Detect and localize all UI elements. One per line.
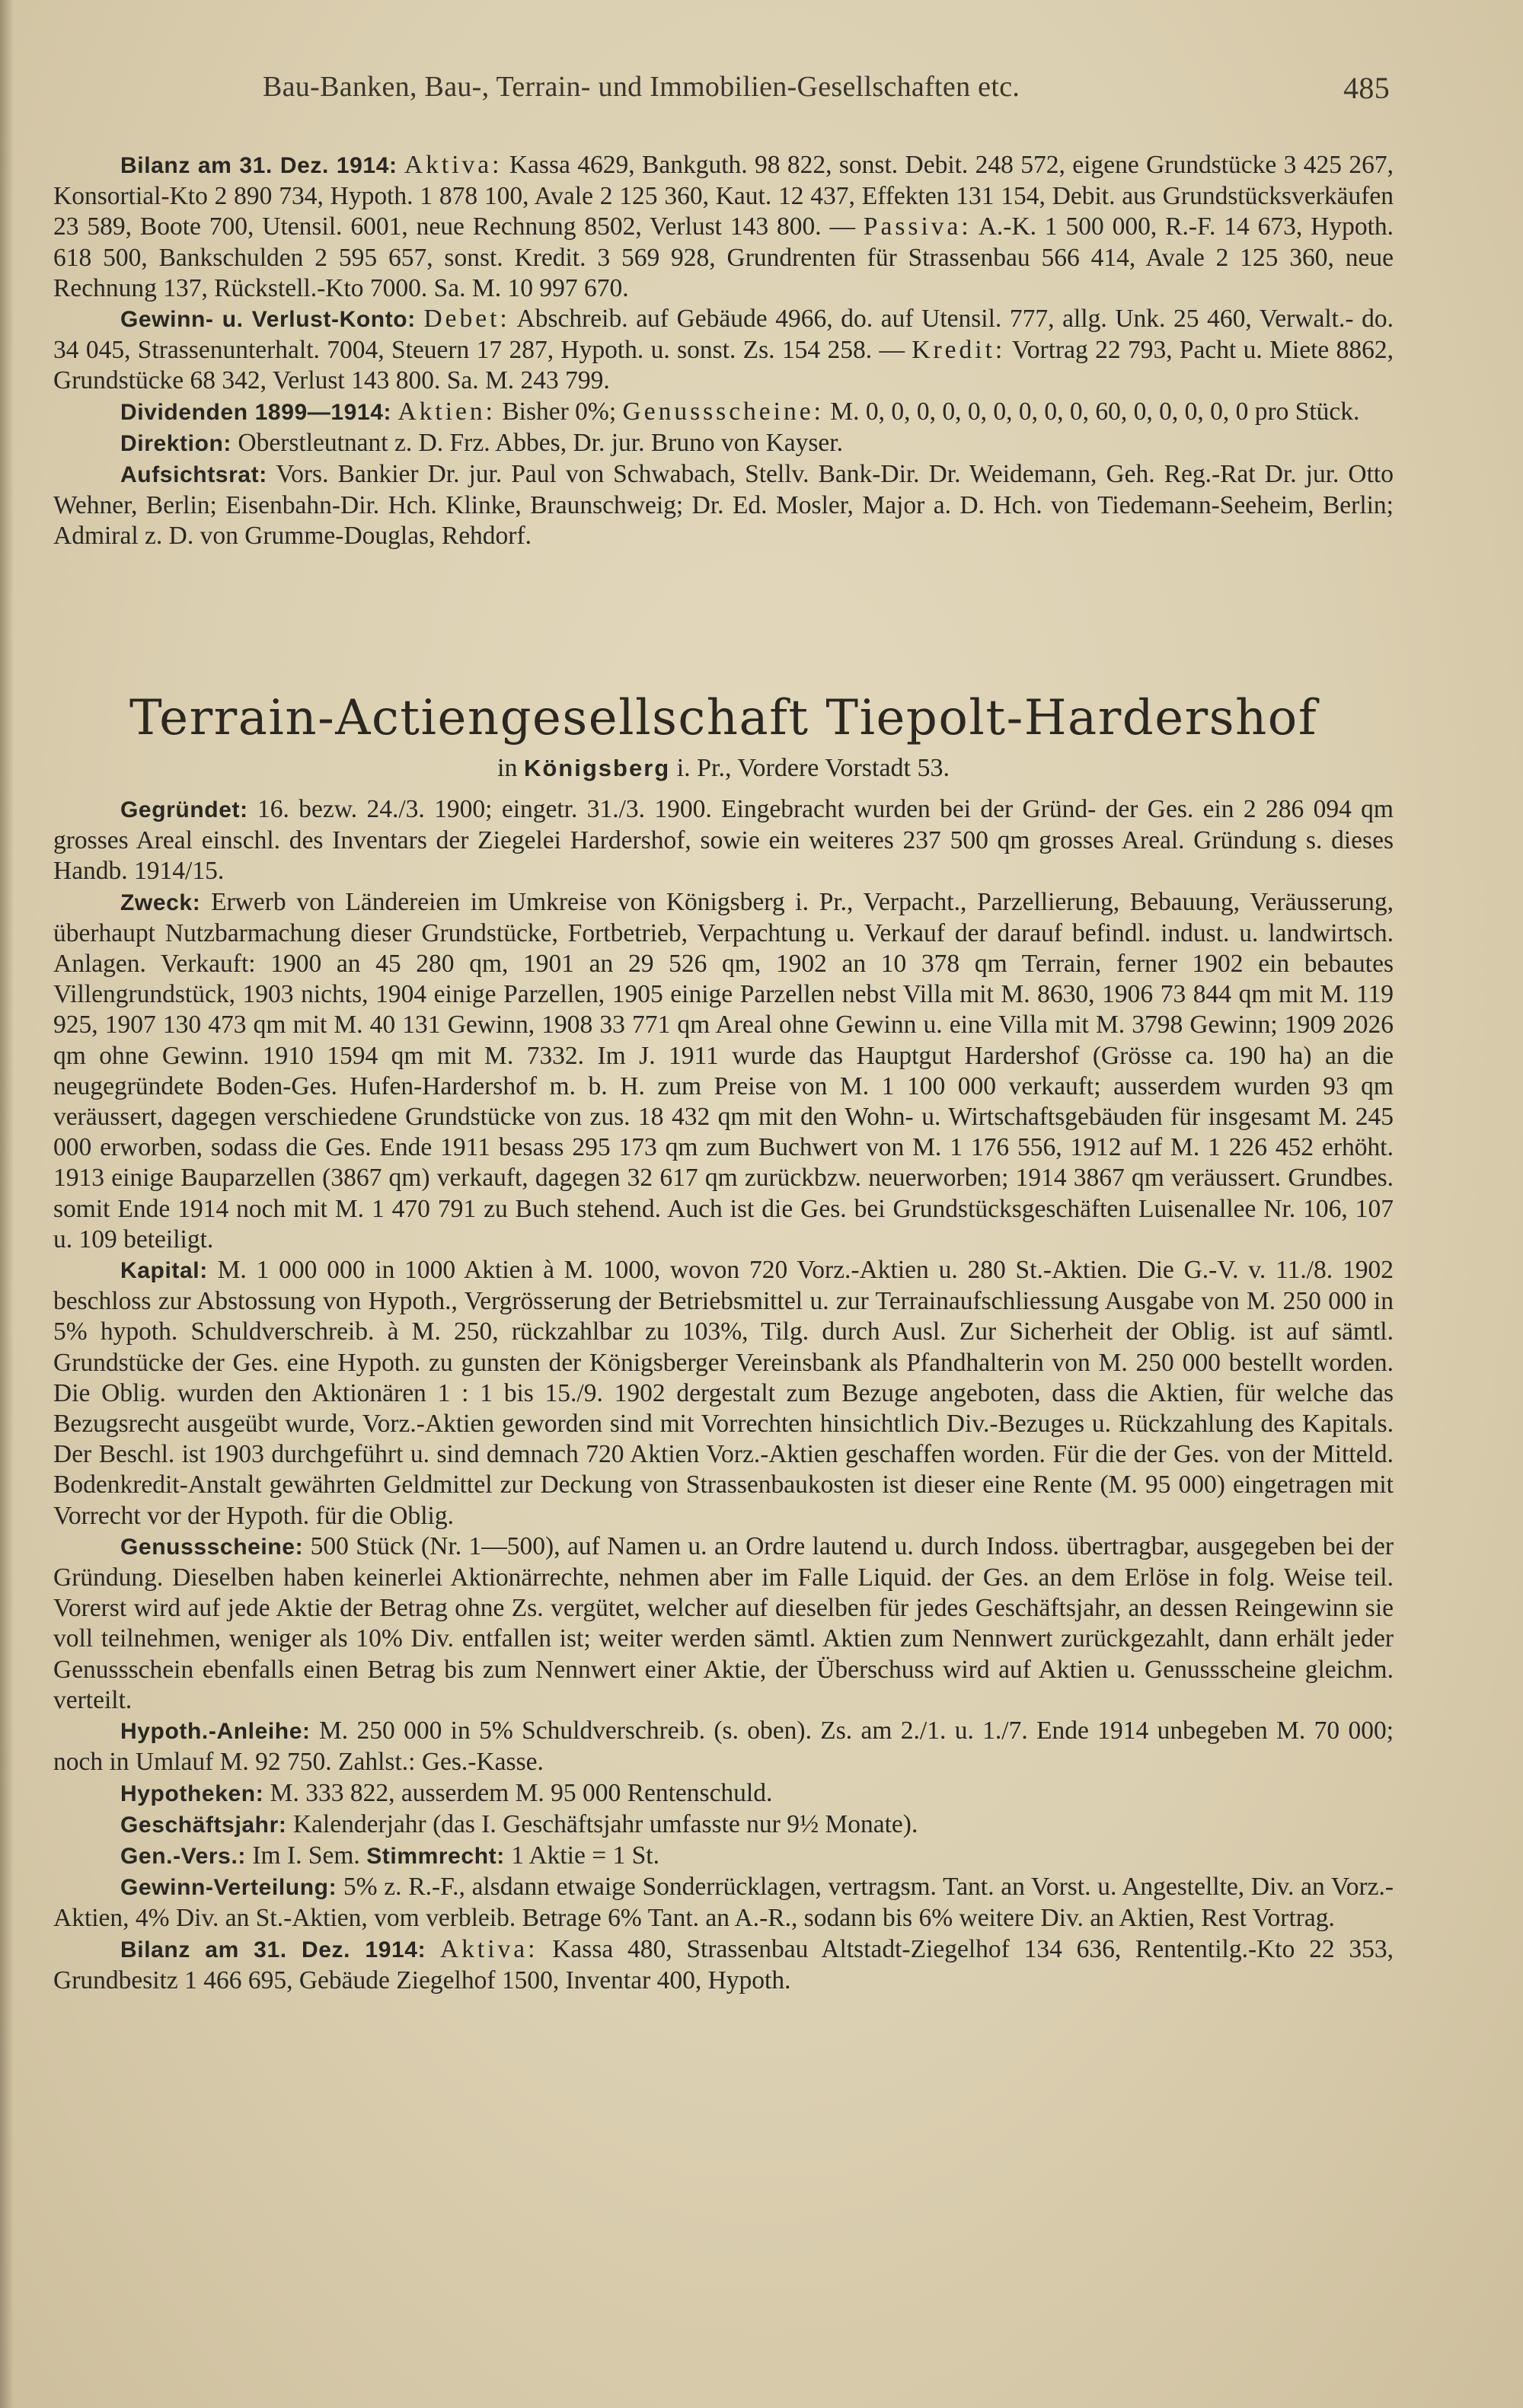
text-direktion: Oberstleutnant z. D. Frz. Abbes, Dr. jur. Bruno von Kayser. [238,428,843,457]
label-passiva: Passiva: [863,212,972,241]
text-gen-vers: Im I. Sem. [252,1841,360,1870]
label-hypoth-anleihe: Hypoth.-Anleihe: [120,1719,311,1745]
previous-company-continuation [53,150,1394,552]
label-gen-vers: Gen.-Vers.: [120,1843,246,1869]
text-genussscheine: 500 Stück (Nr. 1—500), auf Namen u. an Ordre lautend u. durch Indoss. übertragbar, ausgegeben bei der Gründung. Dieselben haben keinerlei Aktionärrechte, nehmen aber im Falle Liquid. der Ges. an dem Erlöse in folg. Weise teil. Vorerst wird auf jede Aktie der Betrag ohne Zs. vergütet, welcher auf dieselben für jedes Geschäftsjahr, an dessen Reingewinn sie voll teilnehmen, weniger als 10% Div. entfallen ist; weiter werden sämtl. Aktien zum Nennwert zurückgezahlt, dann erhält jeder Genussschein ebenfalls einen Betrag bis zum Nennwert einer Aktie, der Überschuss wird auf Aktien u. Genussscheine gleichm. verteilt. [53,1531,1394,1714]
label-genussscheine: Genussscheine: [120,1534,304,1560]
location-prefix: in [497,754,518,782]
label-bilanz-company: Bilanz am 31. Dez. 1914: [120,1937,426,1962]
label-genussscheine-div: Genussscheine: [622,397,824,426]
paragraph-zweck [53,887,1394,1255]
paragraph-bilanz-previous [53,150,1394,304]
text-geschaeftsjahr: Kalenderjahr (das I. Geschäftsjahr umfasste nur 9½ Monate). [292,1809,918,1838]
company-title: Terrain-Actiengesellschaft Tiepolt-Hardershof [129,690,1318,746]
label-aktien: Aktien: [398,397,496,426]
paragraph-gewinn-verlust [53,304,1394,397]
location-city: Königsberg [523,755,671,781]
paragraph-hypoth-anleihe [53,1716,1394,1777]
text-aktiva-company: Kassa 480, Strassenbau Altstadt-Ziegelhof 134 636, Rententilg.-Kto 22 353, Grundbesitz 1 466 695, Gebäude Ziegelhof 1500, Inventar 400, Hypoth. [53,1934,1394,1994]
label-gegruendet: Gegründet: [120,797,248,822]
text-gegruendet: 16. bezw. 24./3. 1900; eingetr. 31./3. 1900. Eingebracht wurden bei der Gründ- der Ges. ein 2 286 094 qm grosses Areal einschl. des Inventars der Ziegelei Hardershof, sowie ein weiteres 237 500 qm grosses Areal. Gründung s. dieses Handb. 1914/15. [53,795,1394,886]
label-bilanz: Bilanz am 31. Dez. 1914: [120,153,398,178]
label-stimmrecht: Stimmrecht: [366,1843,505,1869]
paragraph-hypotheken [53,1778,1394,1809]
text-zweck: Erwerb von Ländereien im Umkreise von Königsberg i. Pr., Verpacht., Parzellierung, Bebauung, Veräusserung, überhaupt Nutzbarmachung dieser Grundstücke, Fortbetrieb, Verpachtung u. Verkauf der darauf befindl. indust. u. landwirtsch. Anlagen. Verkauft: 1900 an 45 280 qm, 1901 an 29 526 qm, 1902 an 10 378 qm Terrain, ferner 1902 ein bebautes Villengrundstück, 1903 nichts, 1904 einige Parzellen, 1905 einige Parzellen nebst Villa mit M. 8630, 1906 73 844 qm mit M. 119 925, 1907 130 473 qm mit M. 40 131 Gewinn, 1908 33 771 qm Areal ohne Gewinn u. eine Villa mit M. 3798 Gewinn; 1909 2026 qm ohne Gewinn. 1910 1594 qm mit M. 7332. Im J. 1911 wurde das Hauptgut Hardershof (Grösse ca. 190 ha) an die neugegründete Boden-Ges. Hufen-Hardershof m. b. H. zum Preise von M. 1 100 000 verkauft; ausserdem wurden 93 qm veräussert, dagegen verschiedene Grundstücke von zus. 18 432 qm mit den Wohn- u. Wirtschaftsgebäuden für insgesamt M. 245 000 erworben, sodass die Ges. Ende 1911 besass 295 173 qm zum Buchwert von M. 1 176 556, 1912 auf M. 1 226 452 erhöht. 1913 einige Bauparzellen (3867 qm) verkauft, dagegen 32 617 qm zurückbzw. neuerworben; 1914 3867 qm veräussert. Grundbes. somit Ende 1914 noch mit M. 1 470 791 zu Buch stehend. Auch ist die Ges. bei Grundstücksgeschäften Luisenallee Nr. 106, 107 u. 109 beteiligt. [53,887,1394,1254]
label-dividenden: Dividenden 1899—1914: [120,399,392,425]
label-kredit: Kredit: [912,336,1006,365]
paragraph-kapital [53,1255,1394,1531]
text-hypoth-anleihe: M. 250 000 in 5% Schuldverschreib. (s. oben). Zs. am 2./1. u. 1./7. Ende 1914 unbegeben M. 70 000; noch in Umlauf M. 92 750. Zahlst.: Ges.-Kasse. [53,1717,1394,1777]
text-debet: Abschreib. auf Gebäude 4966, do. auf Utensil. 777, allg. Unk. 25 460, Verwalt.- do. 34 045, Strassenunterhalt. 7004, Steuern 17 287, Hypoth. u. sonst. Zs. 154 258. — [53,305,1394,365]
label-gewinn-verteilung: Gewinn-Verteilung: [120,1875,337,1901]
text-stimmrecht: 1 Aktie = 1 St. [511,1841,659,1870]
text-genussscheine-div: M. 0, 0, 0, 0, 0, 0, 0, 0, 0, 60, 0, 0, 0, 0, 0 pro Stück. [830,397,1360,426]
label-aufsichtsrat: Aufsichtsrat: [120,462,267,488]
text-aufsichtsrat: Vors. Bankier Dr. jur. Paul von Schwabach, Stellv. Bank-Dir. Dr. Weidemann, Geh. Reg.-Rat Dr. jur. Otto Wehner, Berlin; Eisenbahn-Dir. Hch. Klinke, Braunschweig; Dr. Ed. Mosler, Major a. D. Hch. von Tiedemann-Seeheim, Berlin; Admiral z. D. von Grumme-Douglas, Rehdorf. [53,460,1394,551]
label-direktion: Direktion: [120,430,232,456]
page-number: 485 [1343,71,1390,105]
text-gewinn-verteilung: 5% z. R.-F., alsdann etwaige Sonderrücklagen, vertragsm. Tant. an Vorst. u. Angestellte, Div. an Vorz.-Aktien, 4% Div. an St.-Aktien, vom verbleib. Betrage 6% Tant. an A.-R., sodann bis 6% weitere Div. an Aktien, Rest Vortrag. [53,1873,1394,1933]
label-kapital: Kapital: [120,1258,208,1284]
text-kapital: M. 1 000 000 in 1000 Aktien à M. 1000, wovon 720 Vorz.-Aktien u. 280 St.-Aktien. Die G.-V. v. 11./8. 1902 beschloss zur Abstossung von Hypoth., Vergrösserung der Betriebsmittel u. zur Terrainaufschliessung Ausgabe von M. 250 000 in 5% hypoth. Schuldverschreib. à M. 250, rückzahlbar zu 103%, Tilg. durch Ausl. Zur Sicherheit der Oblig. ist auf sämtl. Grundstücke der Ges. eine Hypoth. zu gunsten der Königsberger Vereinsbank als Pfandhalterin von M. 250 000 bestellt worden. Die Oblig. wurden den Aktionären 1 : 1 bis 15./9. 1902 dergestalt zum Bezuge angeboten, dass die Aktien, für welche das Bezugsrecht ausgeübt wurde, Vorz.-Aktien geworden sind mit Vorrechten hinsichtlich Div.-Bezuges u. Rückzahlung des Kapitals. Der Beschl. ist 1903 durchgeführt u. sind demnach 720 Aktien Vorz.-Aktien geschaffen worden. Für die der Ges. von der Mitteld. Bodenkredit-Anstalt gewährten Geldmittel zur Deckung von Strassenbaukosten ist dieser eine Rente (M. 95 000) eingetragen mit Vorrecht vor der Hypoth. für die Oblig. [53,1256,1394,1530]
paragraph-bilanz [53,1934,1394,1996]
paragraph-gewinn-verteilung [53,1872,1394,1934]
paragraph-aufsichtsrat [53,459,1394,552]
location-address: i. Pr., Vordere Vorstadt 53. [676,754,950,782]
page-binding-edge [0,0,14,2408]
text-kredit: Vortrag 22 793, Pacht u. Miete 8862, Grundstücke 68 342, Verlust 143 800. Sa. M. 243 799. [53,336,1394,395]
paragraph-geschaeftsjahr [53,1809,1394,1841]
running-title: Bau-Banken, Bau-, Terrain- und Immobilien-Gesellschaften etc. [263,71,1020,103]
label-aktiva: Aktiva: [404,151,503,179]
company-location [53,754,1394,783]
running-header [263,70,1390,106]
paragraph-genussscheine [53,1531,1394,1716]
text-passiva: A.-K. 1 500 000, R.-F. 14 673, Hypoth. 618 500, Bankschulden 2 595 657, sonst. Kredit. 3 569 928, Grundrenten für Strassenbau 566 414, Avale 2 125 360, neue Rechnung 137, Rückstell.-Kto 7000. Sa. M. 10 997 670. [53,212,1394,302]
paragraph-gen-vers [53,1841,1394,1872]
paragraph-direktion [53,428,1394,459]
text-hypotheken: M. 333 822, ausserdem M. 95 000 Rentenschuld. [270,1778,773,1807]
text-aktien: Bisher 0%; [502,397,617,426]
company-entry-body [53,794,1394,1996]
text-aktiva: Kassa 4629, Bankguth. 98 822, sonst. Debit. 248 572, eigene Grundstücke 3 425 267, Konsortial-Kto 2 890 734, Hypoth. 1 878 100, Avale 2 125 360, Kaut. 12 437, Effekten 131 154, Debit. aus Grundstücksverkäufen 23 589, Boote 700, Utensil. 6001, neue Rechnung 8502, Verlust 143 800. — [53,151,1394,241]
paragraph-gegruendet [53,794,1394,887]
label-hypotheken: Hypotheken: [120,1780,264,1806]
paragraph-dividenden [53,397,1394,428]
label-debet: Debet: [423,305,510,334]
label-geschaeftsjahr: Geschäftsjahr: [120,1812,287,1838]
label-zweck: Zweck: [120,889,201,915]
label-aktiva-company: Aktiva: [439,1934,538,1963]
label-gewinn-verlust-konto: Gewinn- u. Verlust-Konto: [120,307,416,333]
